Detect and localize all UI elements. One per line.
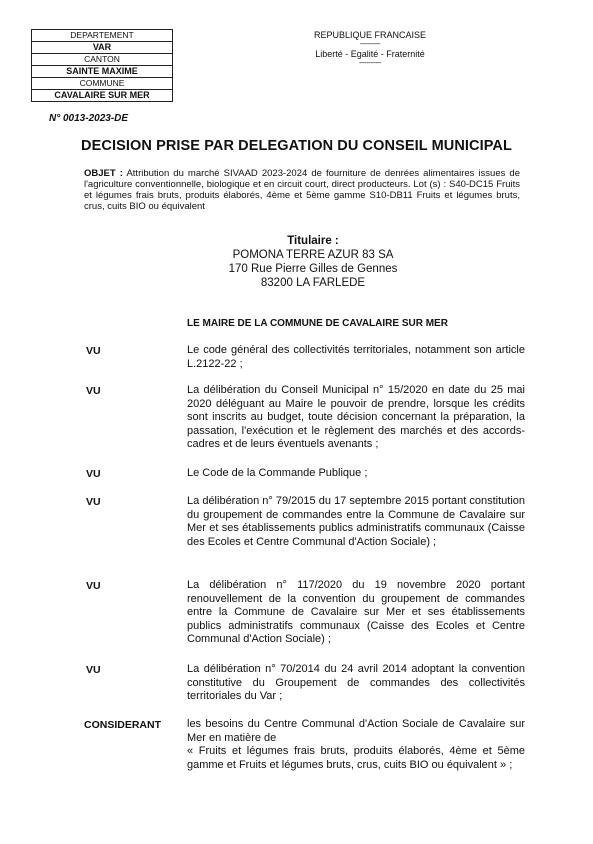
titulaire-name: POMONA TERRE AZUR 83 SA bbox=[232, 249, 394, 261]
republique-separator-2: ------------ bbox=[359, 60, 381, 67]
republique-title: REPUBLIQUE FRANCAISE bbox=[313, 30, 427, 40]
objet-text: Attribution du marché SIVAAD 2023-2024 de fourniture de denrées alimentaires issues de l'agriculture conventionnelle, biologique et en circuit court, direct producteurs. Lot (s) : S40-DC15 Fruits et légumes frais bruts, produits élaborés, 4ème et 5ème gamme S10-DB11 Fruits et légumes bruts, crus, cuits BIO ou équivalent bbox=[84, 168, 520, 212]
republique-separator: ----------- bbox=[359, 41, 381, 48]
considerant-text bbox=[187, 718, 525, 772]
considerant-label: CONSIDERANT bbox=[84, 719, 162, 731]
vu-text-3: Le Code de la Commande Publique ; bbox=[187, 467, 368, 479]
vu-label-4: VU bbox=[86, 496, 101, 508]
vu-label-5: VU bbox=[86, 580, 101, 592]
vu-label-6: VU bbox=[86, 664, 101, 676]
vu-label-2: VU bbox=[86, 385, 101, 397]
maire-heading: LE MAIRE DE LA COMMUNE DE CAVALAIRE SUR MER bbox=[187, 318, 448, 329]
header-row-departement: VAR bbox=[32, 42, 173, 54]
objet-paragraph bbox=[84, 168, 520, 212]
titulaire-label: Titulaire : bbox=[287, 235, 339, 247]
vu-text-1: Le code général des collectivités territoriales, notamment son article L.2122-22 ; bbox=[187, 344, 525, 370]
republique-header bbox=[300, 30, 440, 68]
considerant-text-line-1: les besoins du Centre Communal d'Action Sociale de Cavalaire sur Mer en matière de bbox=[187, 718, 525, 744]
titulaire-address-street: 170 Rue Pierre Gilles de Gennes bbox=[228, 263, 398, 275]
vu-text-5: La délibération n° 117/2020 du 19 novembre 2020 portant renouvellement de la convention du groupement de commandes entre la Commune de Cavalaire sur Mer et ses établissements publics administratifs communaux (Caisse des Ecoles et Centre Communal d'Action Sociale) ; bbox=[187, 579, 525, 646]
header-row-commune: CAVALAIRE SUR MER bbox=[32, 90, 173, 102]
document-title: DECISION PRISE PAR DELEGATION DU CONSEIL MUNICIPAL bbox=[81, 138, 512, 154]
header-row-canton: SAINTE MAXIME bbox=[32, 66, 173, 78]
vu-text-6: La délibération n° 70/2014 du 24 avril 2014 adoptant la convention constitutive du Groupement de commandes des collectivités territoriales du Var ; bbox=[187, 663, 525, 703]
decision-reference: N° 0013-2023-DE bbox=[49, 113, 129, 124]
vu-label-1: VU bbox=[86, 345, 101, 357]
administrative-header-box bbox=[31, 29, 173, 102]
objet-label: OBJET : bbox=[84, 168, 123, 179]
vu-text-4: La délibération n° 79/2015 du 17 septembre 2015 portant constitution du groupement de commandes entre la Commune de Cavalaire sur Mer et ses établissements publics administratifs communaux (Caisse des Ecoles et Centre Communal d'Action Sociale) ; bbox=[187, 495, 525, 548]
republique-motto: Liberté - Egalité - Fraternité bbox=[315, 49, 425, 59]
header-row-departement-label: DEPARTEMENT bbox=[32, 30, 173, 42]
titulaire-address-city: 83200 LA FARLEDE bbox=[260, 277, 366, 289]
vu-text-2: La délibération du Conseil Municipal n° 15/2020 en date du 25 mai 2020 déléguant au Maire le pouvoir de prendre, lorsque les crédits sont inscrits au budget, toute décision concernant la préparation, la passation, l'exécution et le règlement des marchés et des accords-cadres et de leurs éventuels avenants ; bbox=[187, 384, 525, 451]
vu-label-3: VU bbox=[86, 468, 101, 480]
titulaire-block bbox=[200, 234, 426, 290]
considerant-text-line-2: « Fruits et légumes frais bruts, produits élaborés, 4ème et 5ème gamme et Fruits et légumes bruts, crus, cuits BIO ou équivalent » ; bbox=[187, 745, 525, 771]
header-row-commune-label: COMMUNE bbox=[32, 78, 173, 90]
header-row-canton-label: CANTON bbox=[32, 54, 173, 66]
